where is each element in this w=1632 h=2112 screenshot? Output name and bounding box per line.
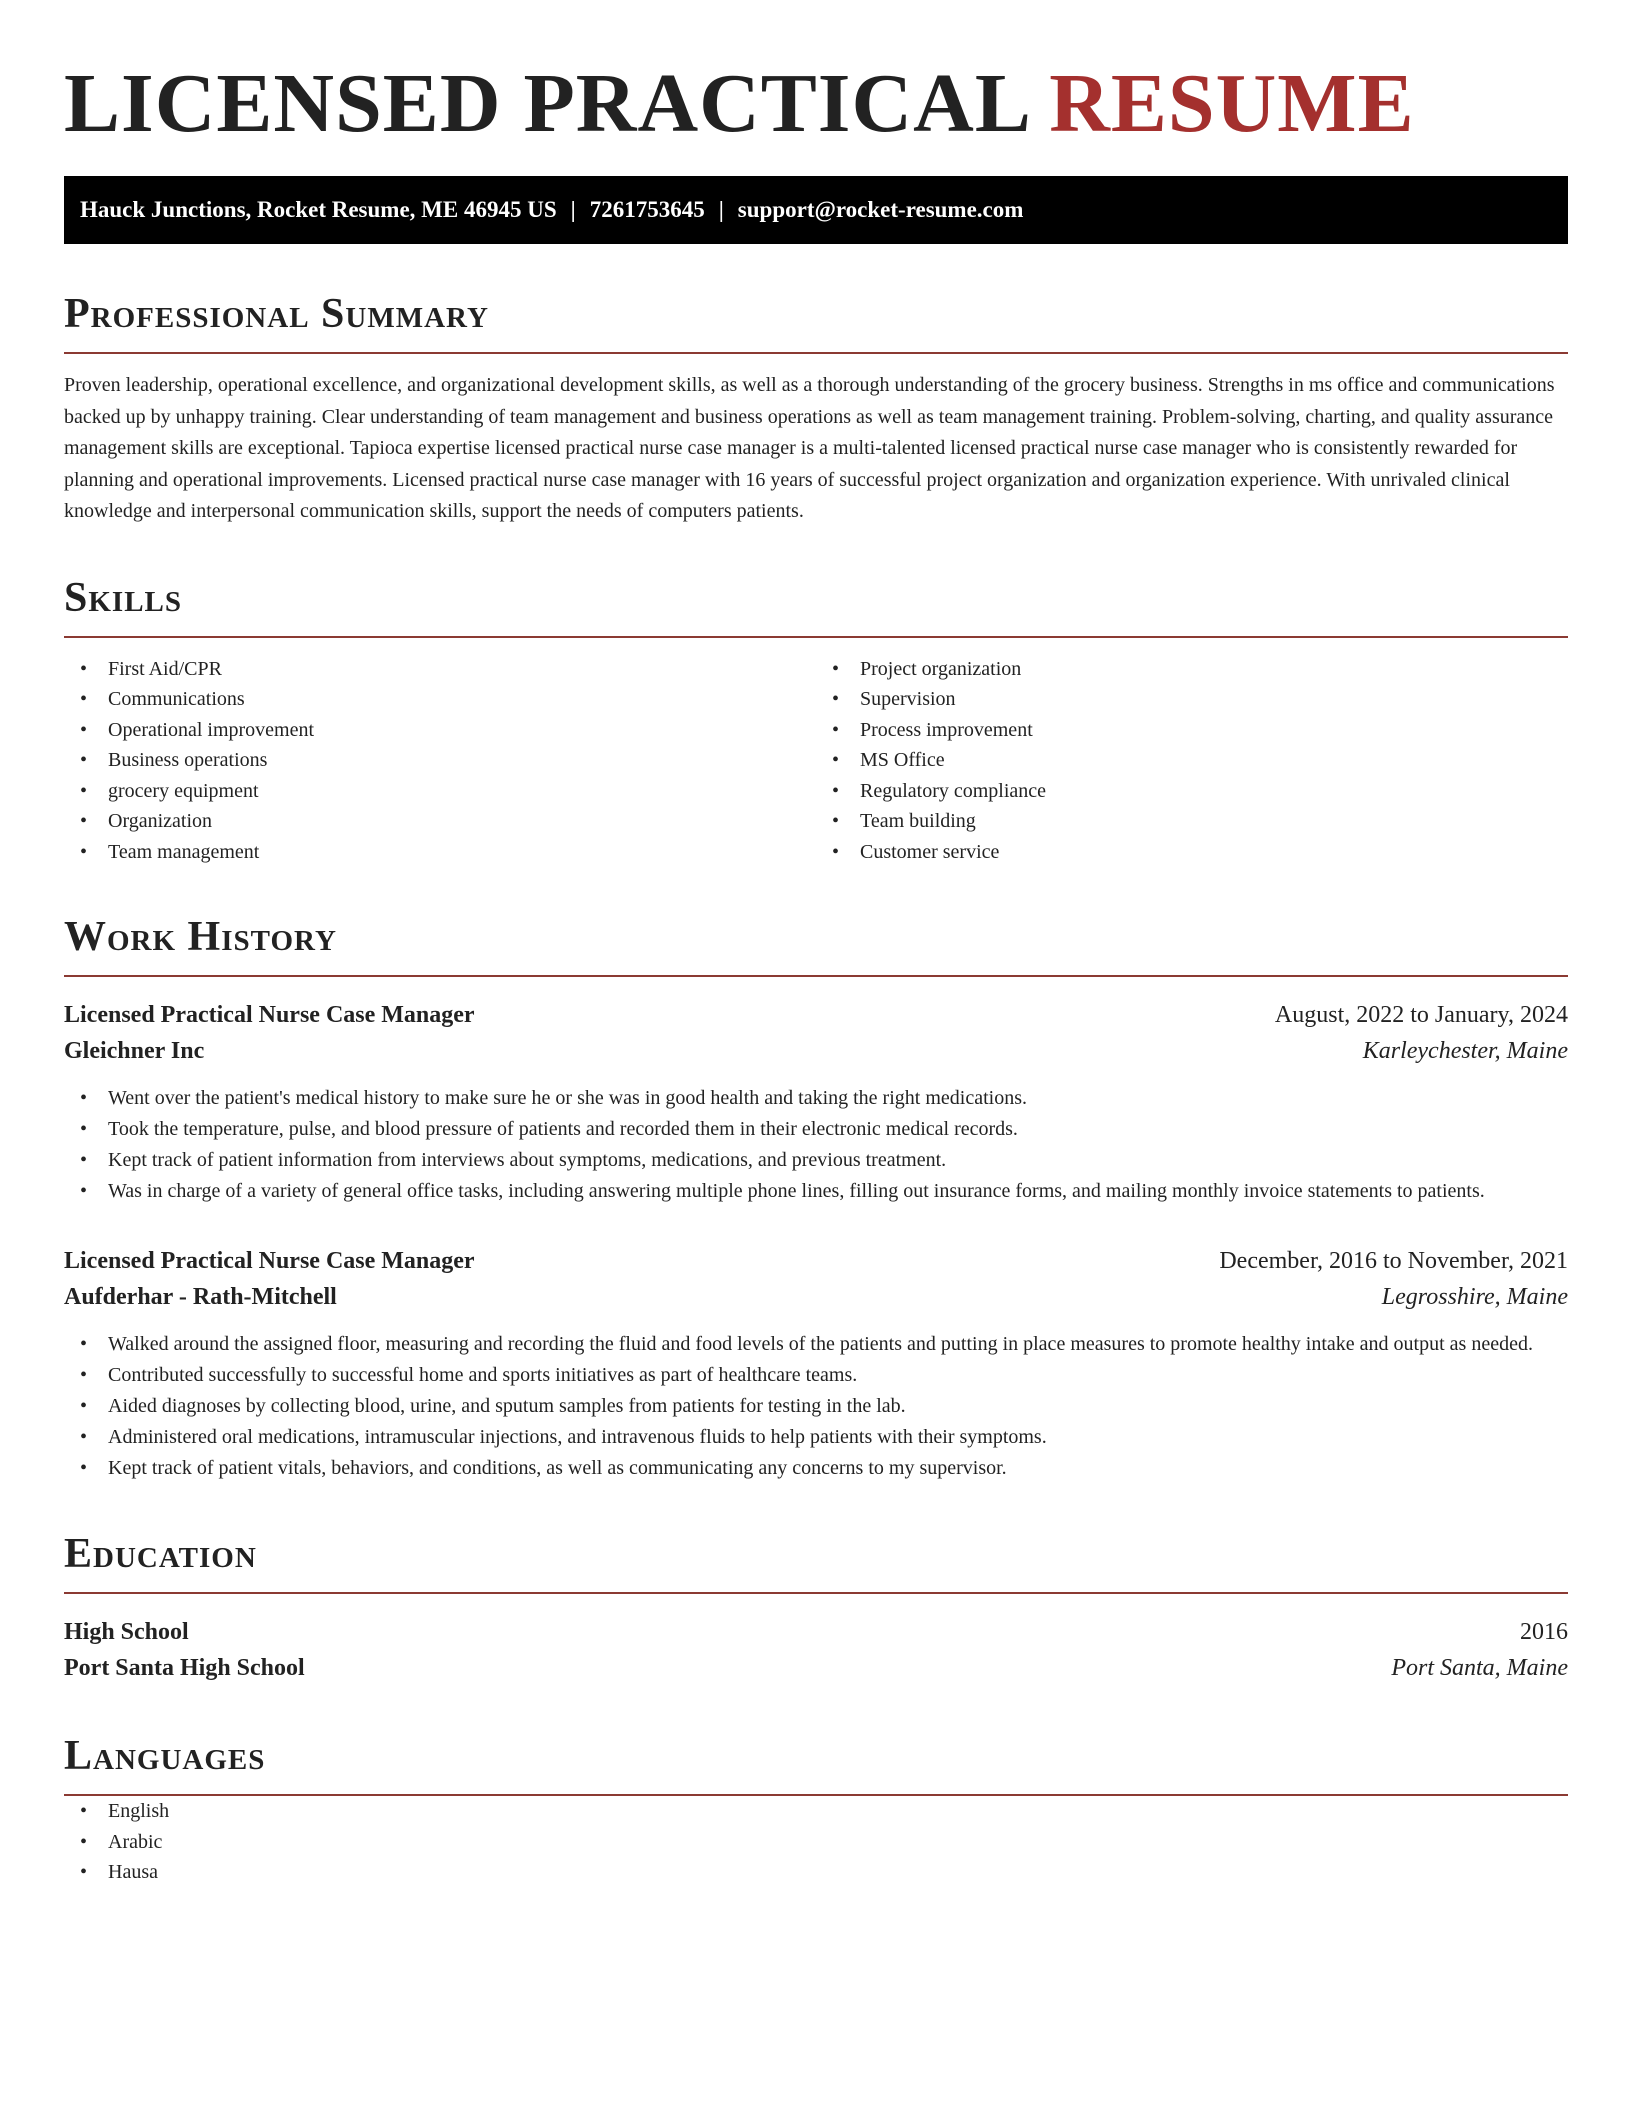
skill-item: • Supervision [816,684,1568,715]
skill-item: • Customer service [816,837,1568,868]
job-duty: • Went over the patient's medical history to make sure he or she was in good health and taking the right medications. [64,1083,1568,1114]
skills-section [64,572,1568,868]
skill-item: • MS Office [816,745,1568,776]
skill-item: • Business operations [64,745,816,776]
job-duty: • Walked around the assigned floor, measuring and recording the fluid and food levels of the patients and putting in place measures to promote healthy intake and output as needed. [64,1329,1568,1360]
skills-heading: Skills [64,574,183,621]
summary-text: Proven leadership, operational excellence, and organizational development skills, as well as a thorough understanding of the grocery business. Strengths in ms office and communications backed up by unhappy training. Clear understanding of team management and business operations as well as team management training. Problem-solving, charting, and quality assurance management skills are exceptional. Tapioca expertise licensed practical nurse case manager is a multi-talented licensed practical nurse case manager who is consistently rewarded for planning and operational improvements. Licensed practical nurse case manager with 16 years of successful project organization and organization experience. With unrivaled clinical knowledge and interpersonal communication skills, support the needs of computers patients. [64,374,1555,522]
skill-item: • Team management [64,837,816,868]
education-location: Port Santa, Maine [1391,1655,1568,1681]
job-duty: • Was in charge of a variety of general office tasks, including answering multiple phone lines, filling out insurance forms, and mailing monthly invoice statements to patients. [64,1176,1568,1207]
skill-item: • Team building [816,806,1568,837]
job-company: Aufderhar - Rath-Mitchell [64,1284,337,1310]
job-company: Gleichner Inc [64,1038,205,1064]
job-header-row [64,997,1568,1033]
job-title: Licensed Practical Nurse Case Manager [64,1248,475,1274]
job-entry [64,1243,1568,1484]
job-duty: • Aided diagnoses by collecting blood, urine, and sputum samples from patients for testing in the lab. [64,1391,1568,1422]
education-section [64,1528,1568,1686]
title-accent: RESUME [1049,57,1415,150]
education-heading: Education [64,1531,257,1577]
job-location: Legrosshire, Maine [1381,1284,1568,1310]
language-item: • Hausa [64,1857,1568,1888]
job-duties-list [64,1083,1568,1207]
contact-phone: 7261753645 [589,197,705,222]
skill-item: • Process improvement [816,715,1568,746]
summary-section [64,288,1568,528]
skill-item: • grocery equipment [64,776,816,807]
job-company-row [64,1033,1568,1069]
job-duty: • Administered oral medications, intramuscular injections, and intravenous fluids to help patients with their symptoms. [64,1422,1568,1453]
section-divider [64,352,1568,354]
skill-item: • Regulatory compliance [816,776,1568,807]
job-entry [64,997,1568,1207]
section-divider [64,636,1568,638]
contact-separator: | [570,197,576,222]
languages-list [64,1796,1568,1888]
education-entry [64,1614,1568,1686]
languages-heading: Languages [64,1733,266,1779]
job-duty: • Kept track of patient vitals, behaviors, and conditions, as well as communicating any concerns to my supervisor. [64,1453,1568,1484]
education-degree-row [64,1614,1568,1650]
languages-section [64,1730,1568,1888]
education-school: Port Santa High School [64,1655,305,1681]
language-item: • English [64,1796,1568,1827]
section-divider [64,975,1568,977]
skills-list-right [816,654,1568,868]
job-company-row [64,1279,1568,1315]
contact-separator: | [718,197,724,222]
contact-email: support@rocket-resume.com [737,197,1024,222]
contact-address: Hauck Junctions, Rocket Resume, ME 46945 US [80,197,557,222]
job-dates: August, 2022 to January, 2024 [1274,1002,1568,1028]
title-main: LICENSED PRACTICAL [64,57,1028,150]
summary-heading: Professional Summary [64,291,489,337]
job-duties-list [64,1329,1568,1484]
work-history-heading: Work History [64,914,337,960]
resume-title [64,56,1568,152]
job-title: Licensed Practical Nurse Case Manager [64,1002,475,1028]
job-dates: December, 2016 to November, 2021 [1219,1248,1568,1274]
job-location: Karleychester, Maine [1362,1038,1568,1064]
skills-columns [64,654,1568,868]
job-duty: • Kept track of patient information from interviews about symptoms, medications, and previous treatment. [64,1145,1568,1176]
contact-bar [64,176,1568,244]
job-duty: • Contributed successfully to successful home and sports initiatives as part of healthcare teams. [64,1360,1568,1391]
skill-item: • Communications [64,684,816,715]
education-year: 2016 [1520,1619,1568,1645]
work-history-section [64,911,1568,1484]
skill-item: • Organization [64,806,816,837]
skill-item: • Project organization [816,654,1568,685]
education-school-row [64,1650,1568,1686]
language-item: • Arabic [64,1827,1568,1858]
job-header-row [64,1243,1568,1279]
job-duty: • Took the temperature, pulse, and blood pressure of patients and recorded them in their electronic medical records. [64,1114,1568,1145]
skills-list-left [64,654,816,868]
skill-item: • First Aid/CPR [64,654,816,685]
education-degree: High School [64,1619,189,1645]
section-divider [64,1592,1568,1594]
skill-item: • Operational improvement [64,715,816,746]
